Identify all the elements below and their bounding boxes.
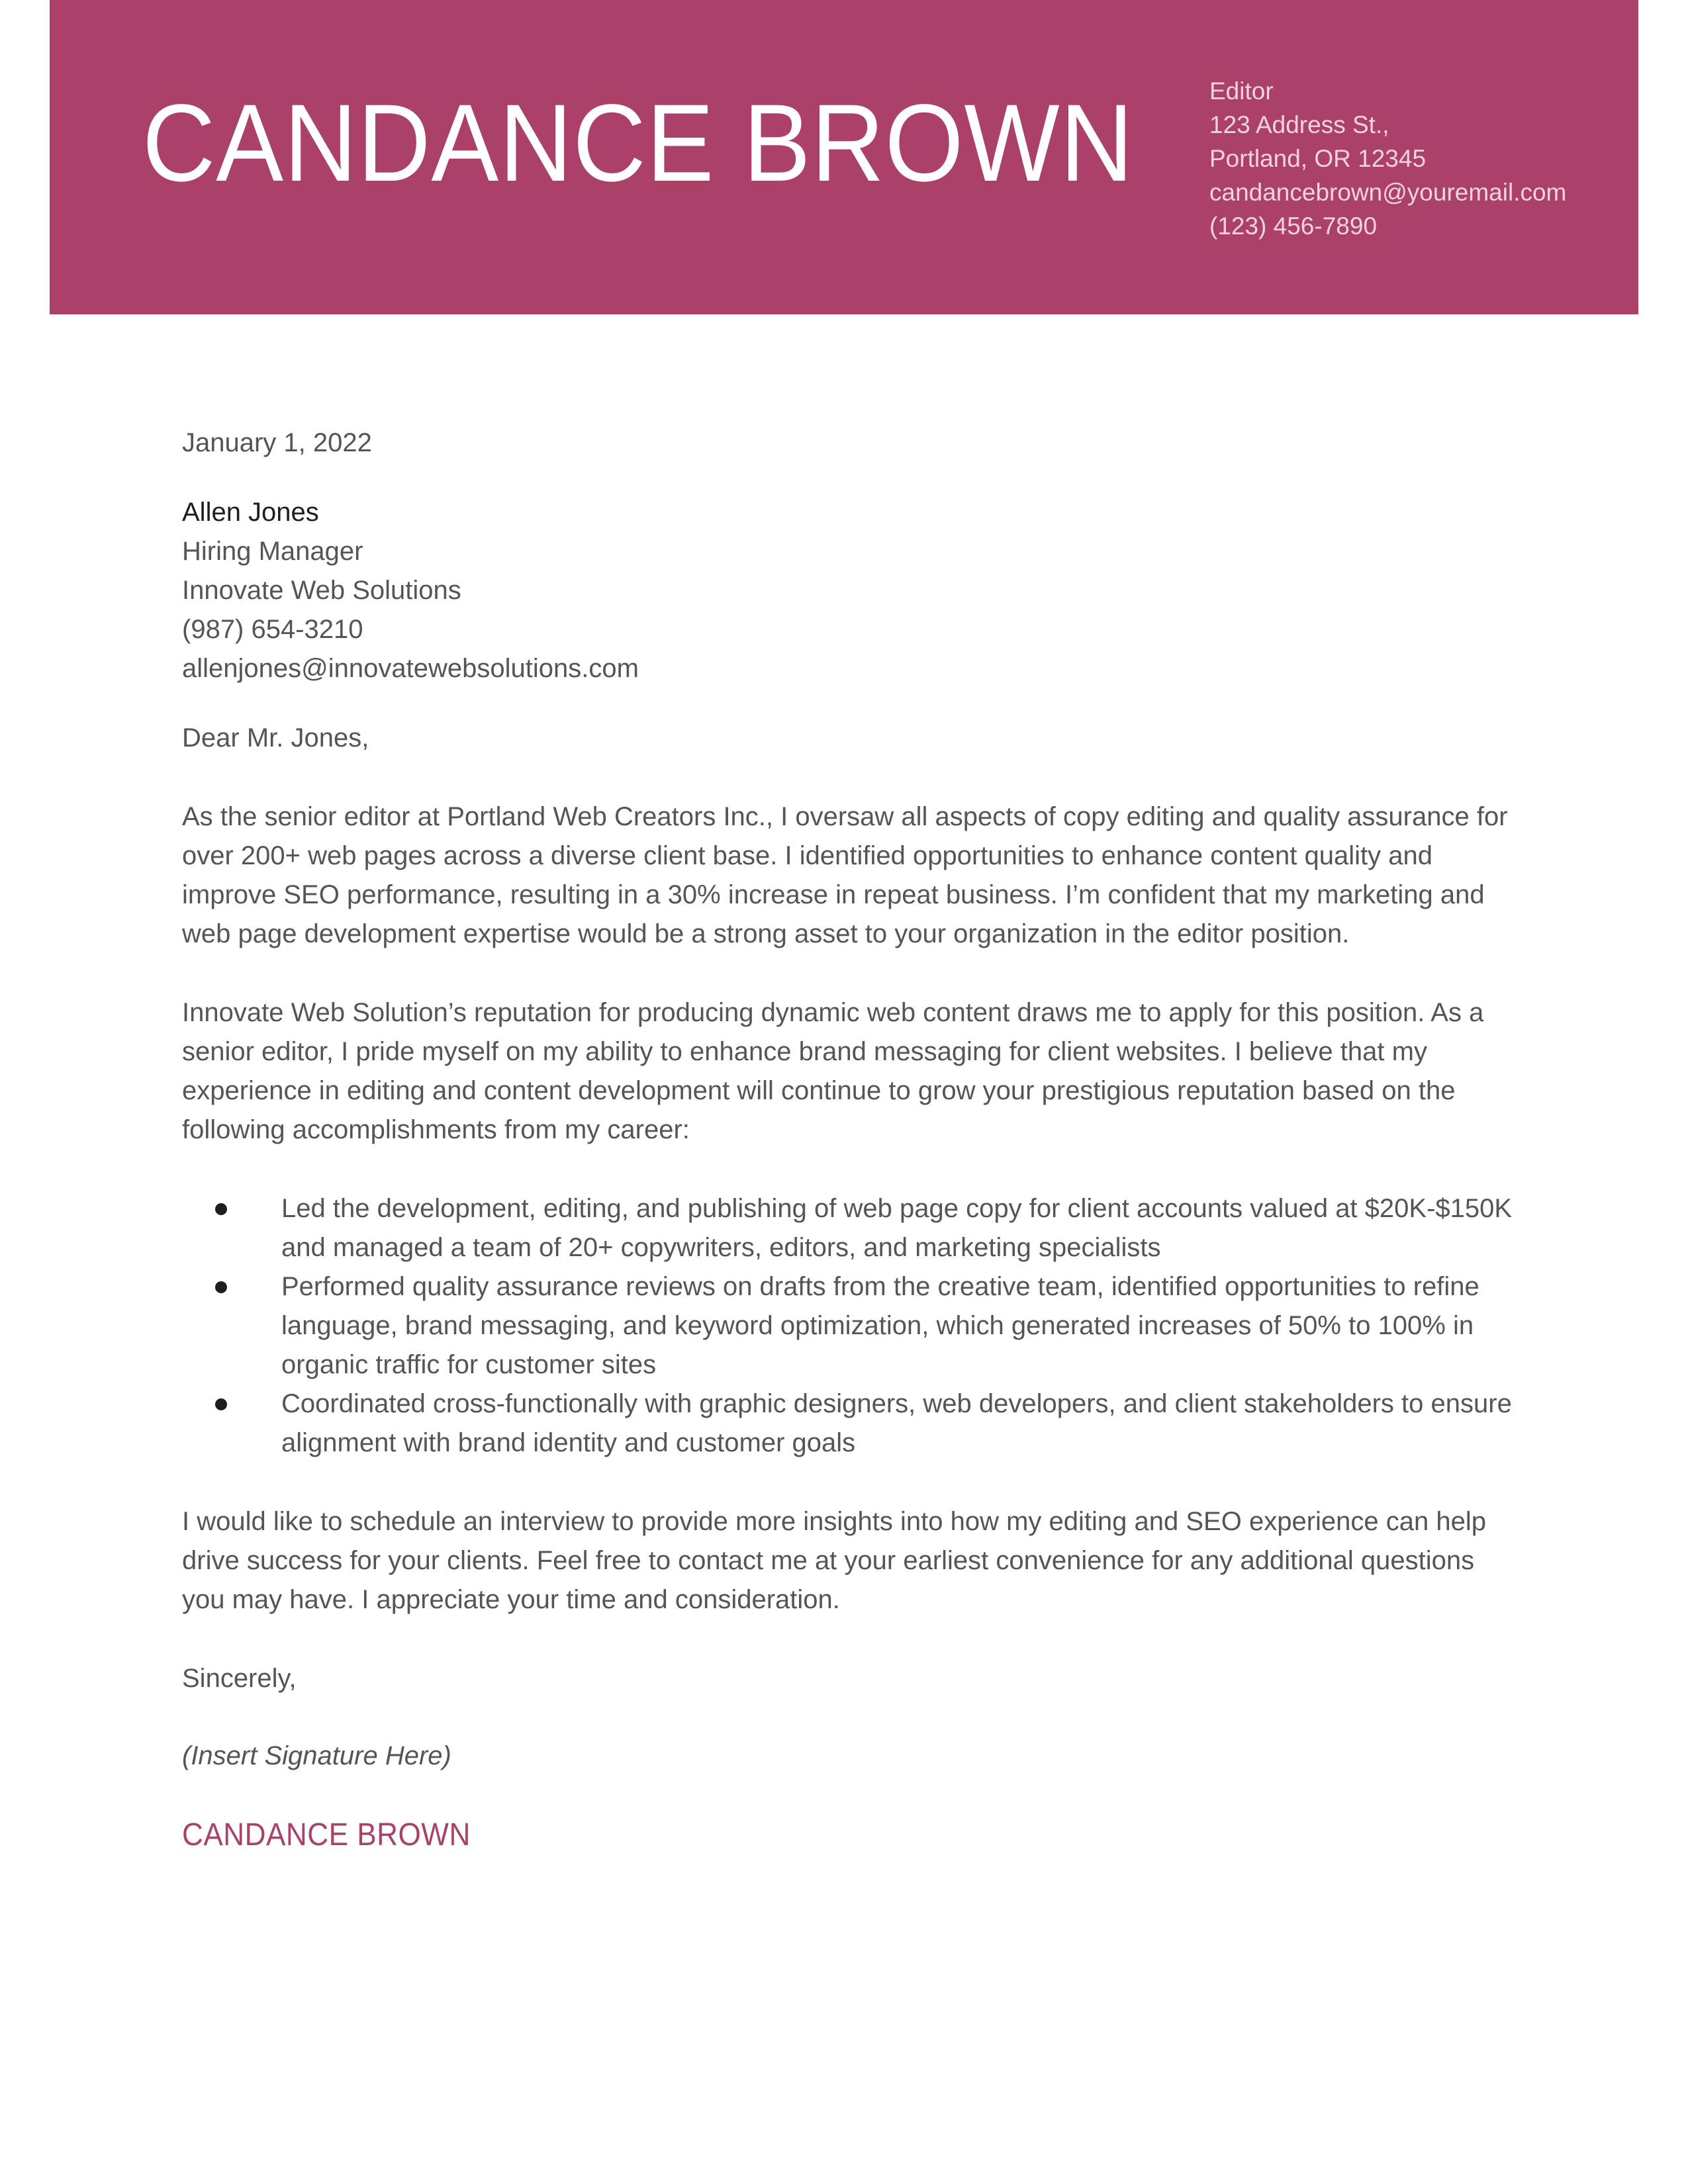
applicant-name-heading: CANDANCE BROWN — [142, 82, 1134, 205]
list-item — [182, 1189, 1519, 1267]
list-item — [182, 1385, 1519, 1463]
recipient-block — [182, 493, 1519, 688]
applicant-job-title: Editor — [1209, 77, 1274, 105]
recipient-phone: (987) 654-3210 — [182, 615, 363, 644]
body-paragraph-1: As the senior editor at Portland Web Creators Inc., I oversaw all aspects of copy editing and quality assurance for over 200+ web pages across a diverse client base. I identified opportunities to enhance content quality and improve SEO performance, resulting in a 30% increase in repeat business. I’m confident that my marketing and web page development expertise would be a strong asset to your organization in the editor position. — [182, 802, 1508, 948]
bullet-icon — [215, 1203, 227, 1215]
list-item-text: Led the development, editing, and publishing of web page copy for client accounts valued at $20K-$150K and managed a team of 20+ copywriters, editors, and marketing specialists — [281, 1194, 1513, 1262]
recipient-name: Allen Jones — [182, 498, 319, 527]
recipient-email: allenjones@innovatewebsolutions.com — [182, 654, 639, 683]
closing-phrase: Sincerely, — [182, 1664, 297, 1693]
recipient-title: Hiring Manager — [182, 537, 363, 566]
header-band — [50, 0, 1638, 314]
accomplishments-list — [182, 1189, 1519, 1463]
signature-placeholder: (Insert Signature Here) — [182, 1741, 451, 1770]
body-paragraph-2: Innovate Web Solution’s reputation for producing dynamic web content draws me to apply for this position. As a senior editor, I pride myself on my ability to enhance brand messaging for client websites. I believe that my experience in editing and content development will continue to grow your prestigious reputation based on the following accomplishments from my career: — [182, 998, 1484, 1144]
signature-name: CANDANCE BROWN — [182, 1817, 471, 1852]
list-item — [182, 1267, 1519, 1385]
applicant-address-line1: 123 Address St., — [1209, 111, 1389, 138]
salutation: Dear Mr. Jones, — [182, 723, 369, 752]
applicant-phone: (123) 456-7890 — [1209, 212, 1378, 240]
applicant-address-line2: Portland, OR 12345 — [1209, 145, 1427, 172]
applicant-email: candancebrown@youremail.com — [1209, 179, 1567, 206]
list-item-text: Coordinated cross-functionally with graphic designers, web developers, and client stakeholders to ensure alignment with brand identity and customer goals — [281, 1389, 1512, 1457]
recipient-company: Innovate Web Solutions — [182, 576, 461, 605]
list-item-text: Performed quality assurance reviews on drafts from the creative team, identified opportunities to refine language, brand messaging, and keyword optimization, which generated increases of 50% to 100% in organic traffic for customer sites — [281, 1272, 1479, 1379]
applicant-contact-block — [1209, 74, 1566, 243]
bullet-icon — [215, 1281, 227, 1293]
letter-body — [182, 424, 1519, 1855]
closing-paragraph: I would like to schedule an interview to provide more insights into how my editing and SEO experience can help drive success for your clients. Feel free to contact me at your earliest convenience for any additional questions you may have. I appreciate your time and consideration. — [182, 1507, 1486, 1614]
bullet-icon — [215, 1398, 227, 1410]
letter-date: January 1, 2022 — [182, 428, 372, 457]
